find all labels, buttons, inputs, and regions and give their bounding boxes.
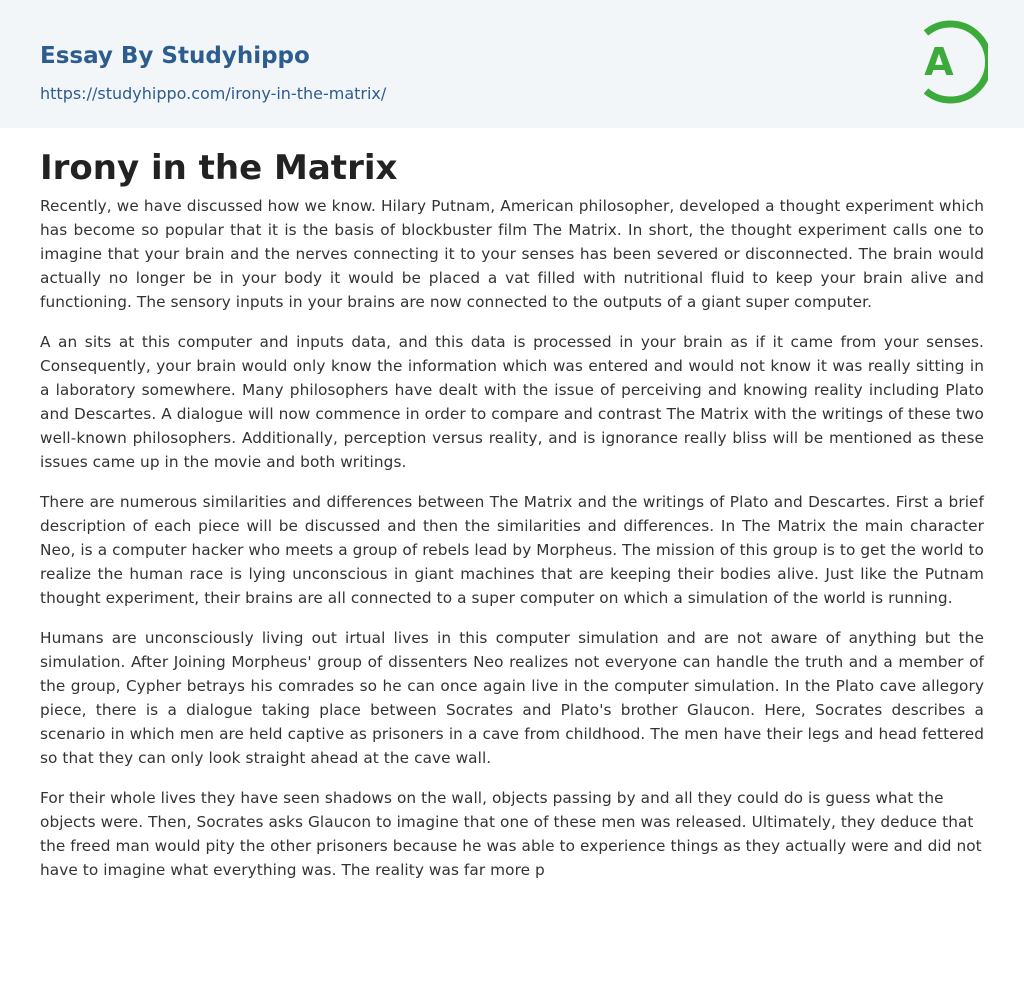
article-paragraph: There are numerous similarities and differences between The Matrix and the writings of Plato and Descartes. First a brief description of each piece will be discussed and then the similarities and differences. In The Matrix the main character Neo, is a computer hacker who meets a group of rebels lead by Morpheus. The mission of this group is to get the world to realize the human race is lying unconscious in giant machines that are keeping their bodies alive. Just like the Putnam thought experiment, their brains are all connected to a super computer on which a simulation of the world is running. <box>40 493 984 607</box>
article-paragraph: Humans are unconsciously living out irtual lives in this computer simulation and are not aware of anything but the simulation. After Joining Morpheus' group of dissenters Neo realizes not everyone can handle the truth and a member of the group, Cypher betrays his comrades so he can once again live in the computer simulation. In the Plato cave allegory piece, there is a dialogue taking place between Socrates and Plato's brother Glaucon. Here, Socrates describes a scenario in which men are held captive as prisoners in a cave from childhood. The men have their legs and head fettered so that they can only look straight ahead at the cave wall. <box>40 629 984 767</box>
article-body <box>40 194 984 882</box>
article-paragraph: For their whole lives they have seen shadows on the wall, objects passing by and all they could do is guess what the objects were. Then, Socrates asks Glaucon to imagine that one of these men was released. Ultimately, they deduce that the freed man would pity the other prisoners because he was able to experience things as they actually were and did not have to imagine what everything was. The reality was far more p <box>40 789 982 879</box>
article-paragraph: Recently, we have discussed how we know. Hilary Putnam, American philosopher, developed a thought experiment which has become so popular that it is the basis of blockbuster film The Matrix. In short, the thought experiment calls one to imagine that your brain and the nerves connecting it to your senses has been severed or disconnected. The brain would actually no longer be in your body it would be placed a vat filled with nutritional fluid to keep your brain alive and functioning. The sensory inputs in your brains are now connected to the outputs of a giant super computer. <box>40 197 984 311</box>
article <box>40 128 984 898</box>
article-title: Irony in the Matrix <box>40 148 398 188</box>
site-header <box>0 0 1024 128</box>
article-paragraph: A an sits at this computer and inputs data, and this data is processed in your brain as if it came from your senses. Consequently, your brain would only know the information which was entered and would not know it was really sitting in a laboratory somewhere. Many philosophers have dealt with the issue of perceiving and knowing reality including Plato and Descartes. A dialogue will now commence in order to compare and contrast The Matrix with the writings of these two well-known philosophers. Additionally, perception versus reality, and is ignorance really bliss will be mentioned as these issues came up in the movie and both writings. <box>40 333 984 471</box>
logo-letter: A <box>924 40 954 84</box>
essay-url-link[interactable]: https://studyhippo.com/irony-in-the-matrix/ <box>40 84 387 103</box>
site-brand[interactable]: Essay By Studyhippo <box>40 43 310 69</box>
studyhippo-logo-icon[interactable] <box>912 19 988 105</box>
